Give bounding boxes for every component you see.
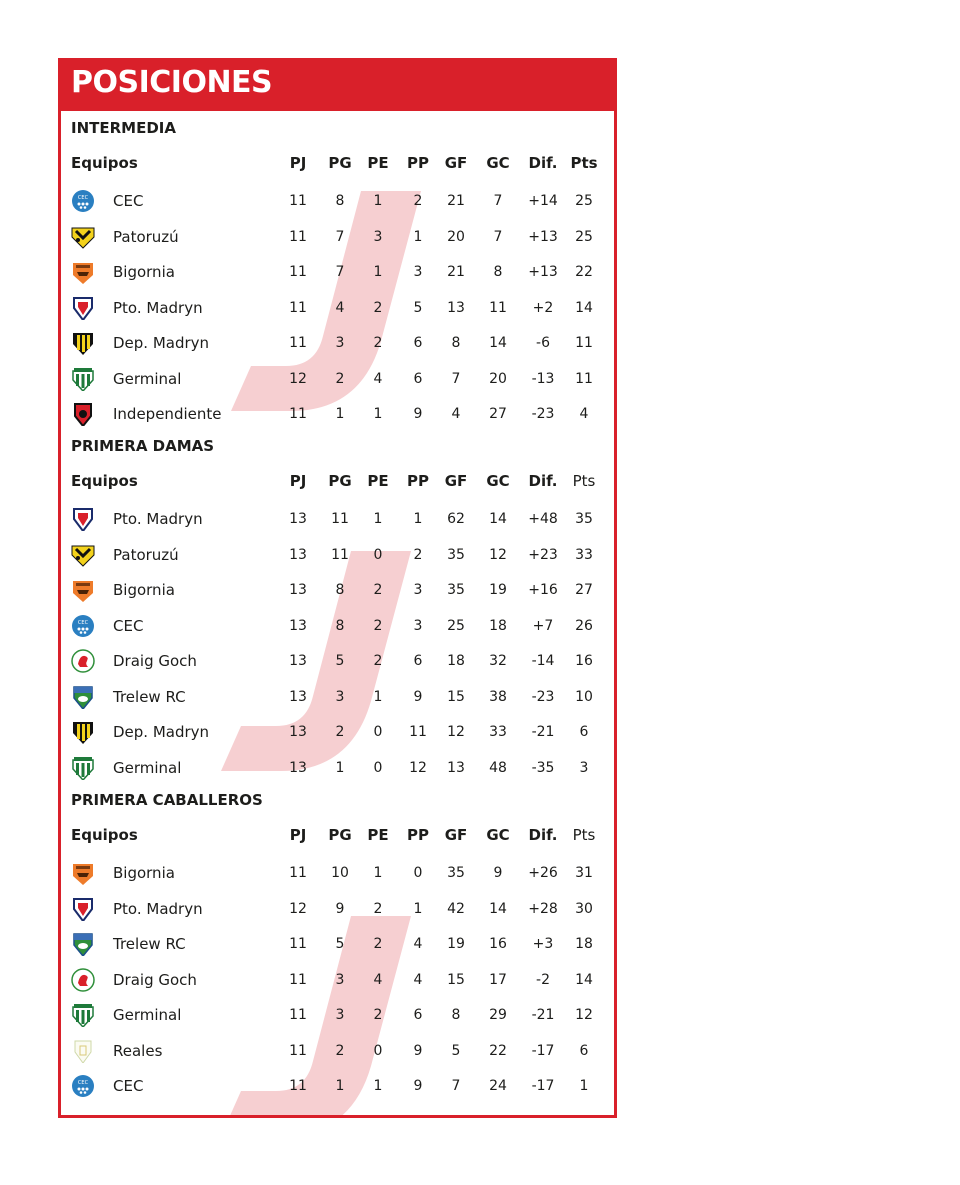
cell-gf: 8 [451, 335, 461, 351]
cell-pts: 6 [579, 1042, 589, 1059]
cell-gc: 14 [489, 335, 507, 351]
cell-pts: 12 [575, 1007, 593, 1023]
cell-gf: 13 [447, 759, 465, 776]
cell-pg: 2 [335, 724, 345, 740]
standings-tables [61, 111, 614, 1115]
cell-pe: 0 [373, 759, 383, 776]
cell-gc: 32 [489, 653, 507, 669]
cell-gc: 22 [489, 1042, 507, 1059]
cell-pe: 2 [373, 617, 383, 634]
cell-gc: 48 [489, 759, 507, 776]
reales-icon [71, 1039, 95, 1063]
cell-pp: 3 [413, 582, 423, 598]
cell-pp: 11 [409, 724, 427, 740]
cell-pg: 7 [335, 228, 345, 245]
bigornia-icon [71, 578, 95, 602]
table-header-row [61, 146, 614, 180]
cell-gf: 21 [447, 193, 465, 209]
cell-pe: 2 [373, 1007, 383, 1023]
cell-gf: 25 [447, 617, 465, 634]
cell-pp: 3 [413, 264, 423, 280]
cell-pg: 3 [335, 971, 345, 988]
cell-pg: 4 [335, 299, 345, 316]
column-header-team: Equipos [71, 472, 138, 490]
section-title: INTERMEDIA [71, 119, 176, 137]
cell-gf: 12 [447, 724, 465, 740]
column-header-gc: GC [486, 154, 510, 172]
cell-pts: 11 [575, 370, 593, 387]
cell-gf: 18 [447, 653, 465, 669]
page-title: POSICIONES [71, 65, 273, 100]
cell-pts: 4 [579, 406, 589, 422]
cell-pj: 13 [289, 617, 307, 634]
table-row [61, 892, 614, 926]
cell-gc: 33 [489, 724, 507, 740]
team-name: Pto. Madryn [113, 899, 203, 918]
svg-text:CEC: CEC [77, 619, 89, 626]
cell-dif: +23 [528, 546, 558, 563]
cell-gc: 38 [489, 688, 507, 705]
svg-text:CEC: CEC [77, 1080, 89, 1086]
table-row [61, 255, 614, 289]
draig-goch-icon [71, 649, 95, 673]
table-row [61, 220, 614, 254]
cell-pj: 11 [289, 299, 307, 316]
cell-pj: 13 [289, 759, 307, 776]
cell-pe: 1 [373, 193, 383, 209]
team-name: Bigornia [113, 581, 175, 599]
section-title: PRIMERA CABALLEROS [71, 791, 263, 809]
column-header-gc: GC [486, 826, 510, 844]
cell-pg: 9 [335, 900, 345, 917]
cell-pp: 12 [409, 759, 427, 776]
cell-pp: 5 [413, 299, 423, 316]
cell-pts: 22 [575, 264, 593, 280]
team-name: Draig Goch [113, 652, 197, 670]
cell-gf: 42 [447, 900, 465, 917]
cell-pp: 6 [413, 370, 423, 387]
cell-gf: 13 [447, 299, 465, 316]
cell-gc: 9 [493, 865, 503, 881]
cell-pj: 13 [289, 688, 307, 705]
table-row [61, 362, 614, 396]
cell-pj: 11 [289, 228, 307, 245]
cell-pp: 1 [413, 511, 423, 527]
table-row [61, 609, 614, 643]
cell-gf: 62 [447, 511, 465, 527]
cell-pp: 9 [413, 406, 423, 422]
cell-pg: 2 [335, 370, 345, 387]
cell-pts: 14 [575, 299, 593, 316]
table-row [61, 998, 614, 1032]
cell-pe: 0 [373, 546, 383, 563]
team-name: Draig Goch [113, 970, 197, 989]
cell-dif: -17 [531, 1042, 555, 1059]
patoruzu-icon [71, 543, 95, 567]
cell-pe: 2 [373, 299, 383, 316]
column-header-pe: PE [367, 154, 389, 172]
cell-pg: 8 [335, 617, 345, 634]
cell-gc: 8 [493, 264, 503, 280]
cell-gf: 35 [447, 582, 465, 598]
cell-gc: 17 [489, 971, 507, 988]
cell-gc: 11 [489, 299, 507, 316]
column-header-pp: PP [407, 826, 429, 844]
germinal-icon [71, 1003, 95, 1027]
cell-pp: 4 [413, 936, 423, 952]
cell-dif: +26 [528, 865, 558, 881]
cell-pj: 11 [289, 1078, 307, 1094]
cell-pts: 35 [575, 511, 593, 527]
cell-pj: 13 [289, 582, 307, 598]
standings-panel [58, 58, 617, 1118]
cell-pts: 25 [575, 228, 593, 245]
cell-gc: 27 [489, 406, 507, 422]
cell-dif: +13 [528, 264, 558, 280]
column-header-dif: Dif. [528, 826, 558, 844]
cell-pj: 13 [289, 653, 307, 669]
svg-text:CEC: CEC [77, 195, 89, 201]
cell-pj: 11 [289, 1042, 307, 1059]
table-row [61, 927, 614, 961]
draig-goch-icon [71, 968, 95, 992]
team-name: Independiente [113, 405, 222, 423]
cell-pp: 2 [413, 193, 423, 209]
cell-pe: 2 [373, 653, 383, 669]
cell-pj: 11 [289, 264, 307, 280]
cell-gf: 35 [447, 865, 465, 881]
cell-gc: 7 [493, 193, 503, 209]
cell-pp: 0 [413, 865, 423, 881]
dep-madryn-icon [71, 331, 95, 355]
cell-gf: 35 [447, 546, 465, 563]
cell-gc: 19 [489, 582, 507, 598]
cell-gf: 19 [447, 936, 465, 952]
section-title: PRIMERA DAMAS [71, 437, 215, 455]
cell-gc: 29 [489, 1007, 507, 1023]
cell-pts: 14 [575, 971, 593, 988]
cell-pj: 11 [289, 865, 307, 881]
cell-pg: 1 [335, 406, 345, 422]
cell-pe: 1 [373, 264, 383, 280]
cec-icon [71, 1074, 95, 1098]
cell-pe: 2 [373, 936, 383, 952]
pto-madryn-icon [71, 897, 95, 921]
column-header-pts: Pts [572, 826, 596, 844]
cell-pg: 10 [331, 865, 349, 881]
cell-pe: 3 [373, 228, 383, 245]
pto-madryn-icon [71, 296, 95, 320]
column-header-pj: PJ [289, 154, 307, 172]
cell-pts: 31 [575, 865, 593, 881]
cell-pe: 1 [373, 865, 383, 881]
column-header-team: Equipos [71, 154, 138, 172]
column-header-team: Equipos [71, 826, 138, 844]
column-header-pp: PP [407, 154, 429, 172]
cell-pe: 1 [373, 688, 383, 705]
team-name: Trelew RC [113, 935, 186, 953]
cell-pts: 27 [575, 582, 593, 598]
team-name: CEC [113, 192, 144, 210]
cell-gc: 7 [493, 228, 503, 245]
table-row [61, 644, 614, 678]
cell-pg: 11 [331, 511, 349, 527]
team-name: CEC [113, 616, 144, 635]
bigornia-icon [71, 260, 95, 284]
cell-pg: 3 [335, 1007, 345, 1023]
team-name: Pto. Madryn [113, 510, 203, 528]
cell-dif: -13 [531, 370, 555, 387]
cell-dif: -6 [536, 335, 550, 351]
germinal-icon [71, 367, 95, 391]
column-header-dif: Dif. [528, 472, 558, 490]
cell-pts: 18 [575, 936, 593, 952]
team-name: Germinal [113, 369, 182, 388]
cell-gc: 14 [489, 511, 507, 527]
cell-pp: 9 [413, 1042, 423, 1059]
team-name: Dep. Madryn [113, 334, 210, 352]
cell-pj: 12 [289, 370, 307, 387]
germinal-icon [71, 756, 95, 780]
cell-pe: 0 [373, 724, 383, 740]
cell-pe: 4 [373, 370, 383, 387]
table-row [61, 963, 614, 997]
cell-pj: 11 [289, 406, 307, 422]
cell-pj: 11 [289, 335, 307, 351]
cell-dif: -2 [536, 971, 550, 988]
cell-pp: 2 [413, 546, 423, 563]
independiente-icon [71, 402, 95, 426]
cell-pts: 11 [575, 335, 593, 351]
column-header-pj: PJ [289, 826, 307, 844]
cell-gf: 4 [451, 406, 461, 422]
column-header-pg: PG [328, 154, 352, 172]
team-name: Reales [113, 1041, 163, 1060]
team-name: Patoruzú [113, 545, 179, 564]
table-row [61, 751, 614, 785]
team-name: Trelew RC [113, 687, 186, 706]
cell-pts: 6 [579, 724, 589, 740]
cell-dif: +16 [528, 582, 558, 598]
trelew-rc-icon [71, 932, 95, 956]
cell-pg: 3 [335, 688, 345, 705]
cell-dif: +14 [528, 193, 558, 209]
cell-pj: 13 [289, 511, 307, 527]
cell-pts: 1 [579, 1078, 589, 1094]
cell-pe: 1 [373, 1078, 383, 1094]
team-name: Pto. Madryn [113, 298, 203, 317]
cell-pj: 11 [289, 193, 307, 209]
cell-dif: -23 [531, 688, 555, 705]
cell-gc: 20 [489, 370, 507, 387]
cell-gf: 20 [447, 228, 465, 245]
cell-gc: 14 [489, 900, 507, 917]
cell-pg: 2 [335, 1042, 345, 1059]
cell-dif: -23 [531, 406, 555, 422]
cec-icon [71, 189, 95, 213]
cell-pg: 1 [335, 759, 345, 776]
column-header-gc: GC [486, 472, 510, 490]
cell-gc: 24 [489, 1078, 507, 1094]
cell-pe: 2 [373, 335, 383, 351]
column-header-gf: GF [444, 826, 468, 844]
bigornia-icon [71, 861, 95, 885]
cell-pts: 26 [575, 617, 593, 634]
table-row [61, 573, 614, 607]
cell-pp: 6 [413, 335, 423, 351]
column-header-dif: Dif. [528, 154, 558, 172]
column-header-pg: PG [328, 472, 352, 490]
cell-pe: 1 [373, 511, 383, 527]
header-bar [61, 61, 614, 111]
team-name: Bigornia [113, 263, 175, 281]
column-header-pg: PG [328, 826, 352, 844]
cell-dif: +2 [532, 299, 554, 316]
cell-pe: 2 [373, 900, 383, 917]
column-header-pts: Pts [570, 154, 598, 172]
table-row [61, 538, 614, 572]
table-header-row [61, 818, 614, 852]
cell-pts: 16 [575, 653, 593, 669]
cell-dif: +28 [528, 900, 558, 917]
column-header-pe: PE [367, 826, 389, 844]
cell-gf: 8 [451, 1007, 461, 1023]
cell-dif: +48 [528, 511, 558, 527]
team-name: Patoruzú [113, 227, 179, 246]
cell-pp: 4 [413, 971, 423, 988]
cell-pg: 11 [331, 546, 349, 563]
table-header-row [61, 464, 614, 498]
cell-gf: 7 [451, 370, 461, 387]
cell-pj: 11 [289, 971, 307, 988]
cell-gc: 16 [489, 936, 507, 952]
cell-gc: 18 [489, 617, 507, 634]
cell-gf: 15 [447, 688, 465, 705]
cell-pg: 5 [335, 653, 345, 669]
cell-pe: 4 [373, 971, 383, 988]
cell-dif: +7 [532, 617, 554, 634]
cell-pg: 8 [335, 582, 345, 598]
cell-pg: 3 [335, 335, 345, 351]
dep-madryn-icon [71, 720, 95, 744]
pto-madryn-icon [71, 507, 95, 531]
cell-dif: -21 [531, 724, 555, 740]
patoruzu-icon [71, 225, 95, 249]
cell-gf: 21 [447, 264, 465, 280]
column-header-gf: GF [444, 154, 468, 172]
cell-pj: 13 [289, 724, 307, 740]
cec-icon [71, 614, 95, 638]
cell-pg: 5 [335, 936, 345, 952]
cell-pp: 1 [413, 900, 423, 917]
column-header-pj: PJ [289, 472, 307, 490]
cell-gf: 15 [447, 971, 465, 988]
team-name: Germinal [113, 1006, 182, 1024]
table-row [61, 715, 614, 749]
cell-pp: 6 [413, 1007, 423, 1023]
table-row [61, 680, 614, 714]
cell-pp: 9 [413, 688, 423, 705]
column-header-pe: PE [367, 472, 389, 490]
table-row [61, 1034, 614, 1068]
team-name: Dep. Madryn [113, 723, 210, 741]
column-header-pp: PP [407, 472, 429, 490]
cell-pp: 6 [413, 653, 423, 669]
cell-dif: +3 [532, 936, 554, 952]
team-name: Germinal [113, 758, 182, 777]
cell-pg: 1 [335, 1078, 345, 1094]
table-row [61, 184, 614, 218]
team-name: Bigornia [113, 864, 175, 882]
cell-pp: 1 [413, 228, 423, 245]
table-row [61, 856, 614, 890]
team-name: CEC [113, 1077, 144, 1095]
cell-pj: 11 [289, 1007, 307, 1023]
cell-dif: -14 [531, 653, 555, 669]
cell-pp: 3 [413, 617, 423, 634]
cell-pe: 1 [373, 406, 383, 422]
table-row [61, 397, 614, 431]
cell-pj: 11 [289, 936, 307, 952]
cell-dif: -17 [531, 1078, 555, 1094]
cell-pg: 8 [335, 193, 345, 209]
cell-pe: 2 [373, 582, 383, 598]
table-row [61, 291, 614, 325]
cell-dif: -35 [531, 759, 555, 776]
cell-pts: 3 [579, 759, 589, 776]
cell-gc: 12 [489, 546, 507, 563]
column-header-gf: GF [444, 472, 468, 490]
cell-dif: +13 [528, 228, 558, 245]
cell-pj: 13 [289, 546, 307, 563]
cell-pe: 0 [373, 1042, 383, 1059]
cell-dif: -21 [531, 1007, 555, 1023]
table-row [61, 502, 614, 536]
table-row [61, 326, 614, 360]
cell-pts: 33 [575, 546, 593, 563]
trelew-rc-icon [71, 685, 95, 709]
table-row [61, 1069, 614, 1103]
cell-gf: 7 [451, 1078, 461, 1094]
cell-pts: 25 [575, 193, 593, 209]
cell-pts: 30 [575, 900, 593, 917]
column-header-pts: Pts [572, 472, 596, 490]
cell-pg: 7 [335, 264, 345, 280]
cell-pj: 12 [289, 900, 307, 917]
cell-pts: 10 [575, 688, 593, 705]
cell-gf: 5 [451, 1042, 461, 1059]
cell-pp: 9 [413, 1078, 423, 1094]
